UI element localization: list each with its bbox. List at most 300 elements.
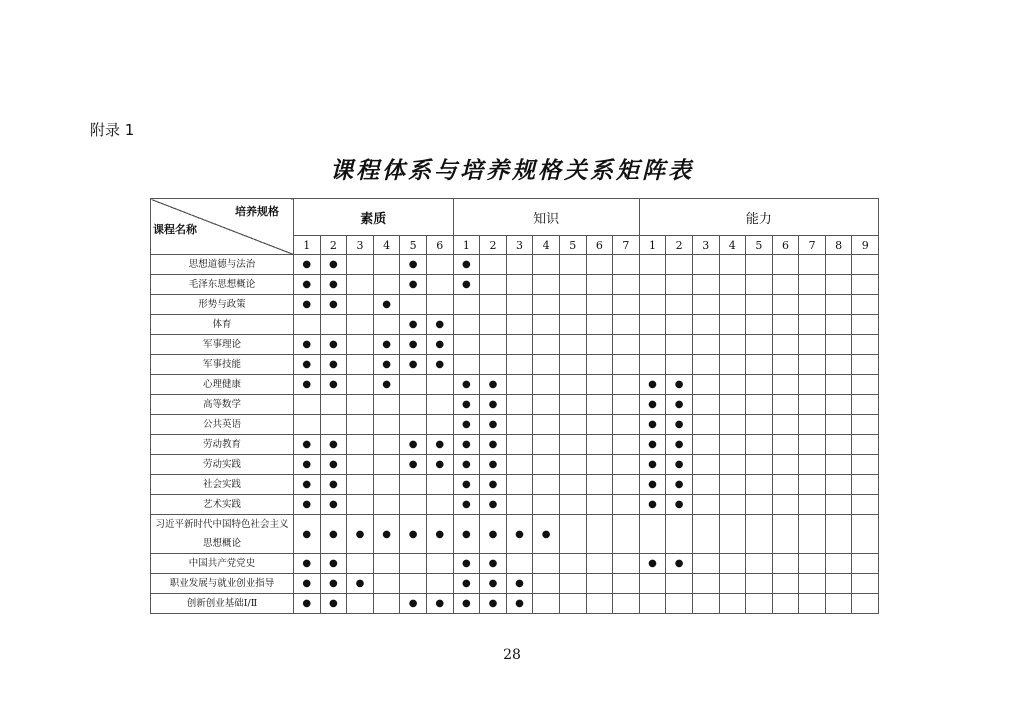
empty-cell [559, 275, 586, 295]
course-name-cell: 军事技能 [151, 355, 294, 375]
empty-cell [666, 515, 693, 554]
empty-cell [746, 495, 773, 515]
empty-cell [613, 594, 640, 614]
empty-cell [480, 275, 507, 295]
empty-cell [719, 395, 746, 415]
empty-cell [772, 475, 799, 495]
empty-cell [586, 295, 613, 315]
empty-cell [852, 295, 879, 315]
empty-cell [347, 554, 374, 574]
course-name-cell: 职业发展与就业创业指导 [151, 574, 294, 594]
mark-dot: ● [639, 475, 666, 495]
mark-dot: ● [506, 515, 533, 554]
table-row [151, 355, 879, 375]
empty-cell [772, 315, 799, 335]
empty-cell [825, 295, 852, 315]
empty-cell [586, 355, 613, 375]
mark-dot: ● [294, 495, 321, 515]
empty-cell [666, 594, 693, 614]
table-row [151, 594, 879, 614]
empty-cell [719, 315, 746, 335]
empty-cell [533, 355, 560, 375]
empty-cell [852, 475, 879, 495]
empty-cell [453, 315, 480, 335]
empty-cell [719, 275, 746, 295]
empty-cell [400, 375, 427, 395]
mark-dot: ● [320, 355, 347, 375]
page-number: 28 [503, 647, 521, 663]
empty-cell [559, 375, 586, 395]
course-name-cell: 毛泽东思想概论 [151, 275, 294, 295]
empty-cell [453, 295, 480, 315]
empty-cell [692, 455, 719, 475]
table-row [151, 295, 879, 315]
table-row [151, 554, 879, 574]
mark-dot: ● [373, 335, 400, 355]
header-group-row [151, 199, 879, 236]
empty-cell [426, 375, 453, 395]
empty-cell [825, 455, 852, 475]
mark-dot: ● [639, 415, 666, 435]
column-number-knowledge-4: 4 [533, 236, 560, 255]
empty-cell [666, 255, 693, 275]
column-number-ability-1: 1 [639, 236, 666, 255]
mark-dot: ● [294, 515, 321, 554]
empty-cell [426, 255, 453, 275]
empty-cell [320, 415, 347, 435]
mark-dot: ● [666, 435, 693, 455]
empty-cell [506, 455, 533, 475]
mark-dot: ● [294, 295, 321, 315]
mark-dot: ● [373, 355, 400, 375]
empty-cell [666, 295, 693, 315]
mark-dot: ● [480, 455, 507, 475]
mark-dot: ● [480, 574, 507, 594]
empty-cell [825, 355, 852, 375]
empty-cell [799, 475, 826, 495]
mark-dot: ● [347, 574, 374, 594]
empty-cell [480, 295, 507, 315]
mark-dot: ● [400, 275, 427, 295]
mark-dot: ● [666, 395, 693, 415]
empty-cell [586, 435, 613, 455]
mark-dot: ● [294, 455, 321, 475]
empty-cell [506, 275, 533, 295]
empty-cell [506, 295, 533, 315]
empty-cell [426, 574, 453, 594]
empty-cell [586, 375, 613, 395]
empty-cell [746, 455, 773, 475]
mark-dot: ● [294, 554, 321, 574]
empty-cell [559, 415, 586, 435]
empty-cell [533, 594, 560, 614]
empty-cell [692, 415, 719, 435]
empty-cell [692, 255, 719, 275]
empty-cell [347, 275, 374, 295]
empty-cell [613, 335, 640, 355]
empty-cell [692, 275, 719, 295]
mark-dot: ● [453, 495, 480, 515]
empty-cell [719, 554, 746, 574]
corner-bottom-label: 课程名称 [153, 223, 197, 236]
course-matrix-table [150, 198, 879, 614]
empty-cell [559, 495, 586, 515]
empty-cell [533, 255, 560, 275]
mark-dot: ● [320, 475, 347, 495]
empty-cell [666, 275, 693, 295]
course-name-cell: 中国共产党党史 [151, 554, 294, 574]
empty-cell [799, 455, 826, 475]
mark-dot: ● [320, 335, 347, 355]
mark-dot: ● [480, 375, 507, 395]
mark-dot: ● [639, 395, 666, 415]
empty-cell [692, 475, 719, 495]
mark-dot: ● [639, 455, 666, 475]
empty-cell [559, 335, 586, 355]
empty-cell [719, 455, 746, 475]
empty-cell [373, 415, 400, 435]
empty-cell [719, 255, 746, 275]
empty-cell [799, 295, 826, 315]
empty-cell [852, 255, 879, 275]
empty-cell [852, 355, 879, 375]
empty-cell [294, 415, 321, 435]
mark-dot: ● [453, 435, 480, 455]
mark-dot: ● [400, 355, 427, 375]
mark-dot: ● [480, 435, 507, 455]
column-number-ability-2: 2 [666, 236, 693, 255]
column-number-knowledge-7: 7 [613, 236, 640, 255]
empty-cell [373, 435, 400, 455]
empty-cell [772, 435, 799, 455]
empty-cell [639, 275, 666, 295]
empty-cell [772, 515, 799, 554]
empty-cell [400, 395, 427, 415]
empty-cell [480, 335, 507, 355]
mark-dot: ● [426, 355, 453, 375]
empty-cell [852, 275, 879, 295]
empty-cell [825, 395, 852, 415]
empty-cell [613, 375, 640, 395]
empty-cell [347, 335, 374, 355]
empty-cell [799, 515, 826, 554]
mark-dot: ● [506, 594, 533, 614]
mark-dot: ● [453, 415, 480, 435]
empty-cell [480, 315, 507, 335]
course-name-cell [151, 515, 294, 554]
mark-dot: ● [320, 495, 347, 515]
empty-cell [559, 554, 586, 574]
empty-cell [506, 435, 533, 455]
empty-cell [613, 554, 640, 574]
mark-dot: ● [480, 475, 507, 495]
empty-cell [692, 355, 719, 375]
mark-dot: ● [666, 415, 693, 435]
empty-cell [506, 375, 533, 395]
empty-cell [719, 415, 746, 435]
mark-dot: ● [453, 574, 480, 594]
column-number-knowledge-3: 3 [506, 236, 533, 255]
column-number-ability-6: 6 [772, 236, 799, 255]
empty-cell [453, 335, 480, 355]
column-number-knowledge-2: 2 [480, 236, 507, 255]
empty-cell [559, 295, 586, 315]
empty-cell [426, 415, 453, 435]
mark-dot: ● [480, 594, 507, 614]
empty-cell [692, 395, 719, 415]
column-number-quality-2: 2 [320, 236, 347, 255]
empty-cell [480, 355, 507, 375]
empty-cell [506, 475, 533, 495]
empty-cell [320, 315, 347, 335]
column-number-knowledge-6: 6 [586, 236, 613, 255]
empty-cell [373, 275, 400, 295]
empty-cell [746, 574, 773, 594]
empty-cell [666, 574, 693, 594]
mark-dot: ● [480, 395, 507, 415]
mark-dot: ● [426, 335, 453, 355]
empty-cell [772, 355, 799, 375]
empty-cell [772, 574, 799, 594]
course-name-cell: 心理健康 [151, 375, 294, 395]
empty-cell [772, 255, 799, 275]
mark-dot: ● [320, 375, 347, 395]
table-row [151, 475, 879, 495]
empty-cell [852, 495, 879, 515]
empty-cell [506, 495, 533, 515]
table-row [151, 255, 879, 275]
mark-dot: ● [639, 375, 666, 395]
empty-cell [586, 574, 613, 594]
column-number-quality-5: 5 [400, 236, 427, 255]
empty-cell [772, 455, 799, 475]
mark-dot: ● [506, 574, 533, 594]
empty-cell [799, 315, 826, 335]
empty-cell [746, 475, 773, 495]
empty-cell [639, 594, 666, 614]
empty-cell [719, 335, 746, 355]
mark-dot: ● [294, 375, 321, 395]
column-number-ability-3: 3 [692, 236, 719, 255]
table-row [151, 335, 879, 355]
column-number-quality-1: 1 [294, 236, 321, 255]
mark-dot: ● [453, 554, 480, 574]
column-number-ability-4: 4 [719, 236, 746, 255]
mark-dot: ● [400, 515, 427, 554]
empty-cell [746, 295, 773, 315]
empty-cell [825, 275, 852, 295]
empty-cell [400, 495, 427, 515]
table-row [151, 495, 879, 515]
course-name-cell: 劳动实践 [151, 455, 294, 475]
empty-cell [559, 355, 586, 375]
empty-cell [347, 475, 374, 495]
mark-dot: ● [400, 594, 427, 614]
mark-dot: ● [453, 375, 480, 395]
empty-cell [639, 255, 666, 275]
empty-cell [825, 415, 852, 435]
empty-cell [559, 255, 586, 275]
course-name-cell: 思想道德与法治 [151, 255, 294, 275]
column-number-ability-8: 8 [825, 236, 852, 255]
empty-cell [373, 455, 400, 475]
empty-cell [586, 315, 613, 335]
empty-cell [426, 495, 453, 515]
empty-cell [692, 574, 719, 594]
empty-cell [426, 275, 453, 295]
empty-cell [559, 395, 586, 415]
course-name-cell: 公共英语 [151, 415, 294, 435]
empty-cell [586, 415, 613, 435]
course-name-cell: 高等数学 [151, 395, 294, 415]
empty-cell [639, 515, 666, 554]
empty-cell [825, 495, 852, 515]
empty-cell [559, 455, 586, 475]
mark-dot: ● [666, 475, 693, 495]
column-number-ability-9: 9 [852, 236, 879, 255]
mark-dot: ● [320, 515, 347, 554]
empty-cell [746, 375, 773, 395]
empty-cell [347, 415, 374, 435]
table-row [151, 435, 879, 455]
empty-cell [533, 574, 560, 594]
mark-dot: ● [666, 554, 693, 574]
empty-cell [373, 554, 400, 574]
empty-cell [586, 594, 613, 614]
empty-cell [613, 255, 640, 275]
empty-cell [799, 435, 826, 455]
empty-cell [852, 335, 879, 355]
empty-cell [506, 355, 533, 375]
mark-dot: ● [320, 455, 347, 475]
mark-dot: ● [320, 435, 347, 455]
empty-cell [825, 475, 852, 495]
course-name-cell: 艺术实践 [151, 495, 294, 515]
empty-cell [719, 495, 746, 515]
mark-dot: ● [320, 574, 347, 594]
table-row [151, 574, 879, 594]
empty-cell [347, 495, 374, 515]
empty-cell [559, 594, 586, 614]
mark-dot: ● [480, 554, 507, 574]
corner-top-label: 培养规格 [235, 205, 279, 218]
column-number-quality-3: 3 [347, 236, 374, 255]
mark-dot: ● [426, 515, 453, 554]
empty-cell [347, 375, 374, 395]
mark-dot: ● [294, 335, 321, 355]
empty-cell [373, 574, 400, 594]
empty-cell [799, 255, 826, 275]
column-number-ability-5: 5 [746, 236, 773, 255]
mark-dot: ● [320, 554, 347, 574]
empty-cell [852, 594, 879, 614]
mark-dot: ● [453, 395, 480, 415]
mark-dot: ● [666, 495, 693, 515]
empty-cell [692, 554, 719, 574]
empty-cell [453, 355, 480, 375]
empty-cell [400, 574, 427, 594]
empty-cell [373, 475, 400, 495]
empty-cell [772, 375, 799, 395]
empty-cell [772, 295, 799, 315]
empty-cell [799, 495, 826, 515]
course-name-cell: 体育 [151, 315, 294, 335]
empty-cell [692, 495, 719, 515]
empty-cell [852, 415, 879, 435]
empty-cell [825, 515, 852, 554]
empty-cell [613, 275, 640, 295]
empty-cell [746, 335, 773, 355]
mark-dot: ● [639, 554, 666, 574]
empty-cell [746, 355, 773, 375]
empty-cell [666, 355, 693, 375]
mark-dot: ● [453, 475, 480, 495]
column-number-ability-7: 7 [799, 236, 826, 255]
empty-cell [373, 315, 400, 335]
mark-dot: ● [347, 515, 374, 554]
column-number-quality-6: 6 [426, 236, 453, 255]
empty-cell [347, 255, 374, 275]
empty-cell [719, 475, 746, 495]
table-row [151, 315, 879, 335]
empty-cell [746, 415, 773, 435]
empty-cell [825, 255, 852, 275]
empty-cell [772, 395, 799, 415]
empty-cell [347, 315, 374, 335]
empty-cell [772, 554, 799, 574]
empty-cell [426, 295, 453, 315]
group-header-quality: 素质 [294, 199, 454, 236]
empty-cell [825, 335, 852, 355]
empty-cell [852, 375, 879, 395]
empty-cell [852, 574, 879, 594]
empty-cell [613, 435, 640, 455]
empty-cell [613, 475, 640, 495]
empty-cell [852, 435, 879, 455]
empty-cell [613, 295, 640, 315]
empty-cell [586, 475, 613, 495]
empty-cell [613, 495, 640, 515]
empty-cell [692, 375, 719, 395]
empty-cell [639, 315, 666, 335]
empty-cell [533, 435, 560, 455]
empty-cell [586, 255, 613, 275]
table-row [151, 395, 879, 415]
mark-dot: ● [453, 515, 480, 554]
empty-cell [799, 375, 826, 395]
empty-cell [799, 574, 826, 594]
empty-cell [347, 594, 374, 614]
empty-cell [533, 275, 560, 295]
empty-cell [533, 295, 560, 315]
mark-dot: ● [294, 255, 321, 275]
empty-cell [347, 455, 374, 475]
empty-cell [746, 594, 773, 614]
mark-dot: ● [426, 435, 453, 455]
empty-cell [533, 375, 560, 395]
empty-cell [506, 554, 533, 574]
empty-cell [799, 415, 826, 435]
mark-dot: ● [480, 515, 507, 554]
empty-cell [852, 515, 879, 554]
empty-cell [666, 335, 693, 355]
empty-cell [400, 475, 427, 495]
course-name-cell: 劳动教育 [151, 435, 294, 455]
empty-cell [692, 435, 719, 455]
empty-cell [692, 594, 719, 614]
empty-cell [559, 475, 586, 495]
mark-dot: ● [426, 455, 453, 475]
